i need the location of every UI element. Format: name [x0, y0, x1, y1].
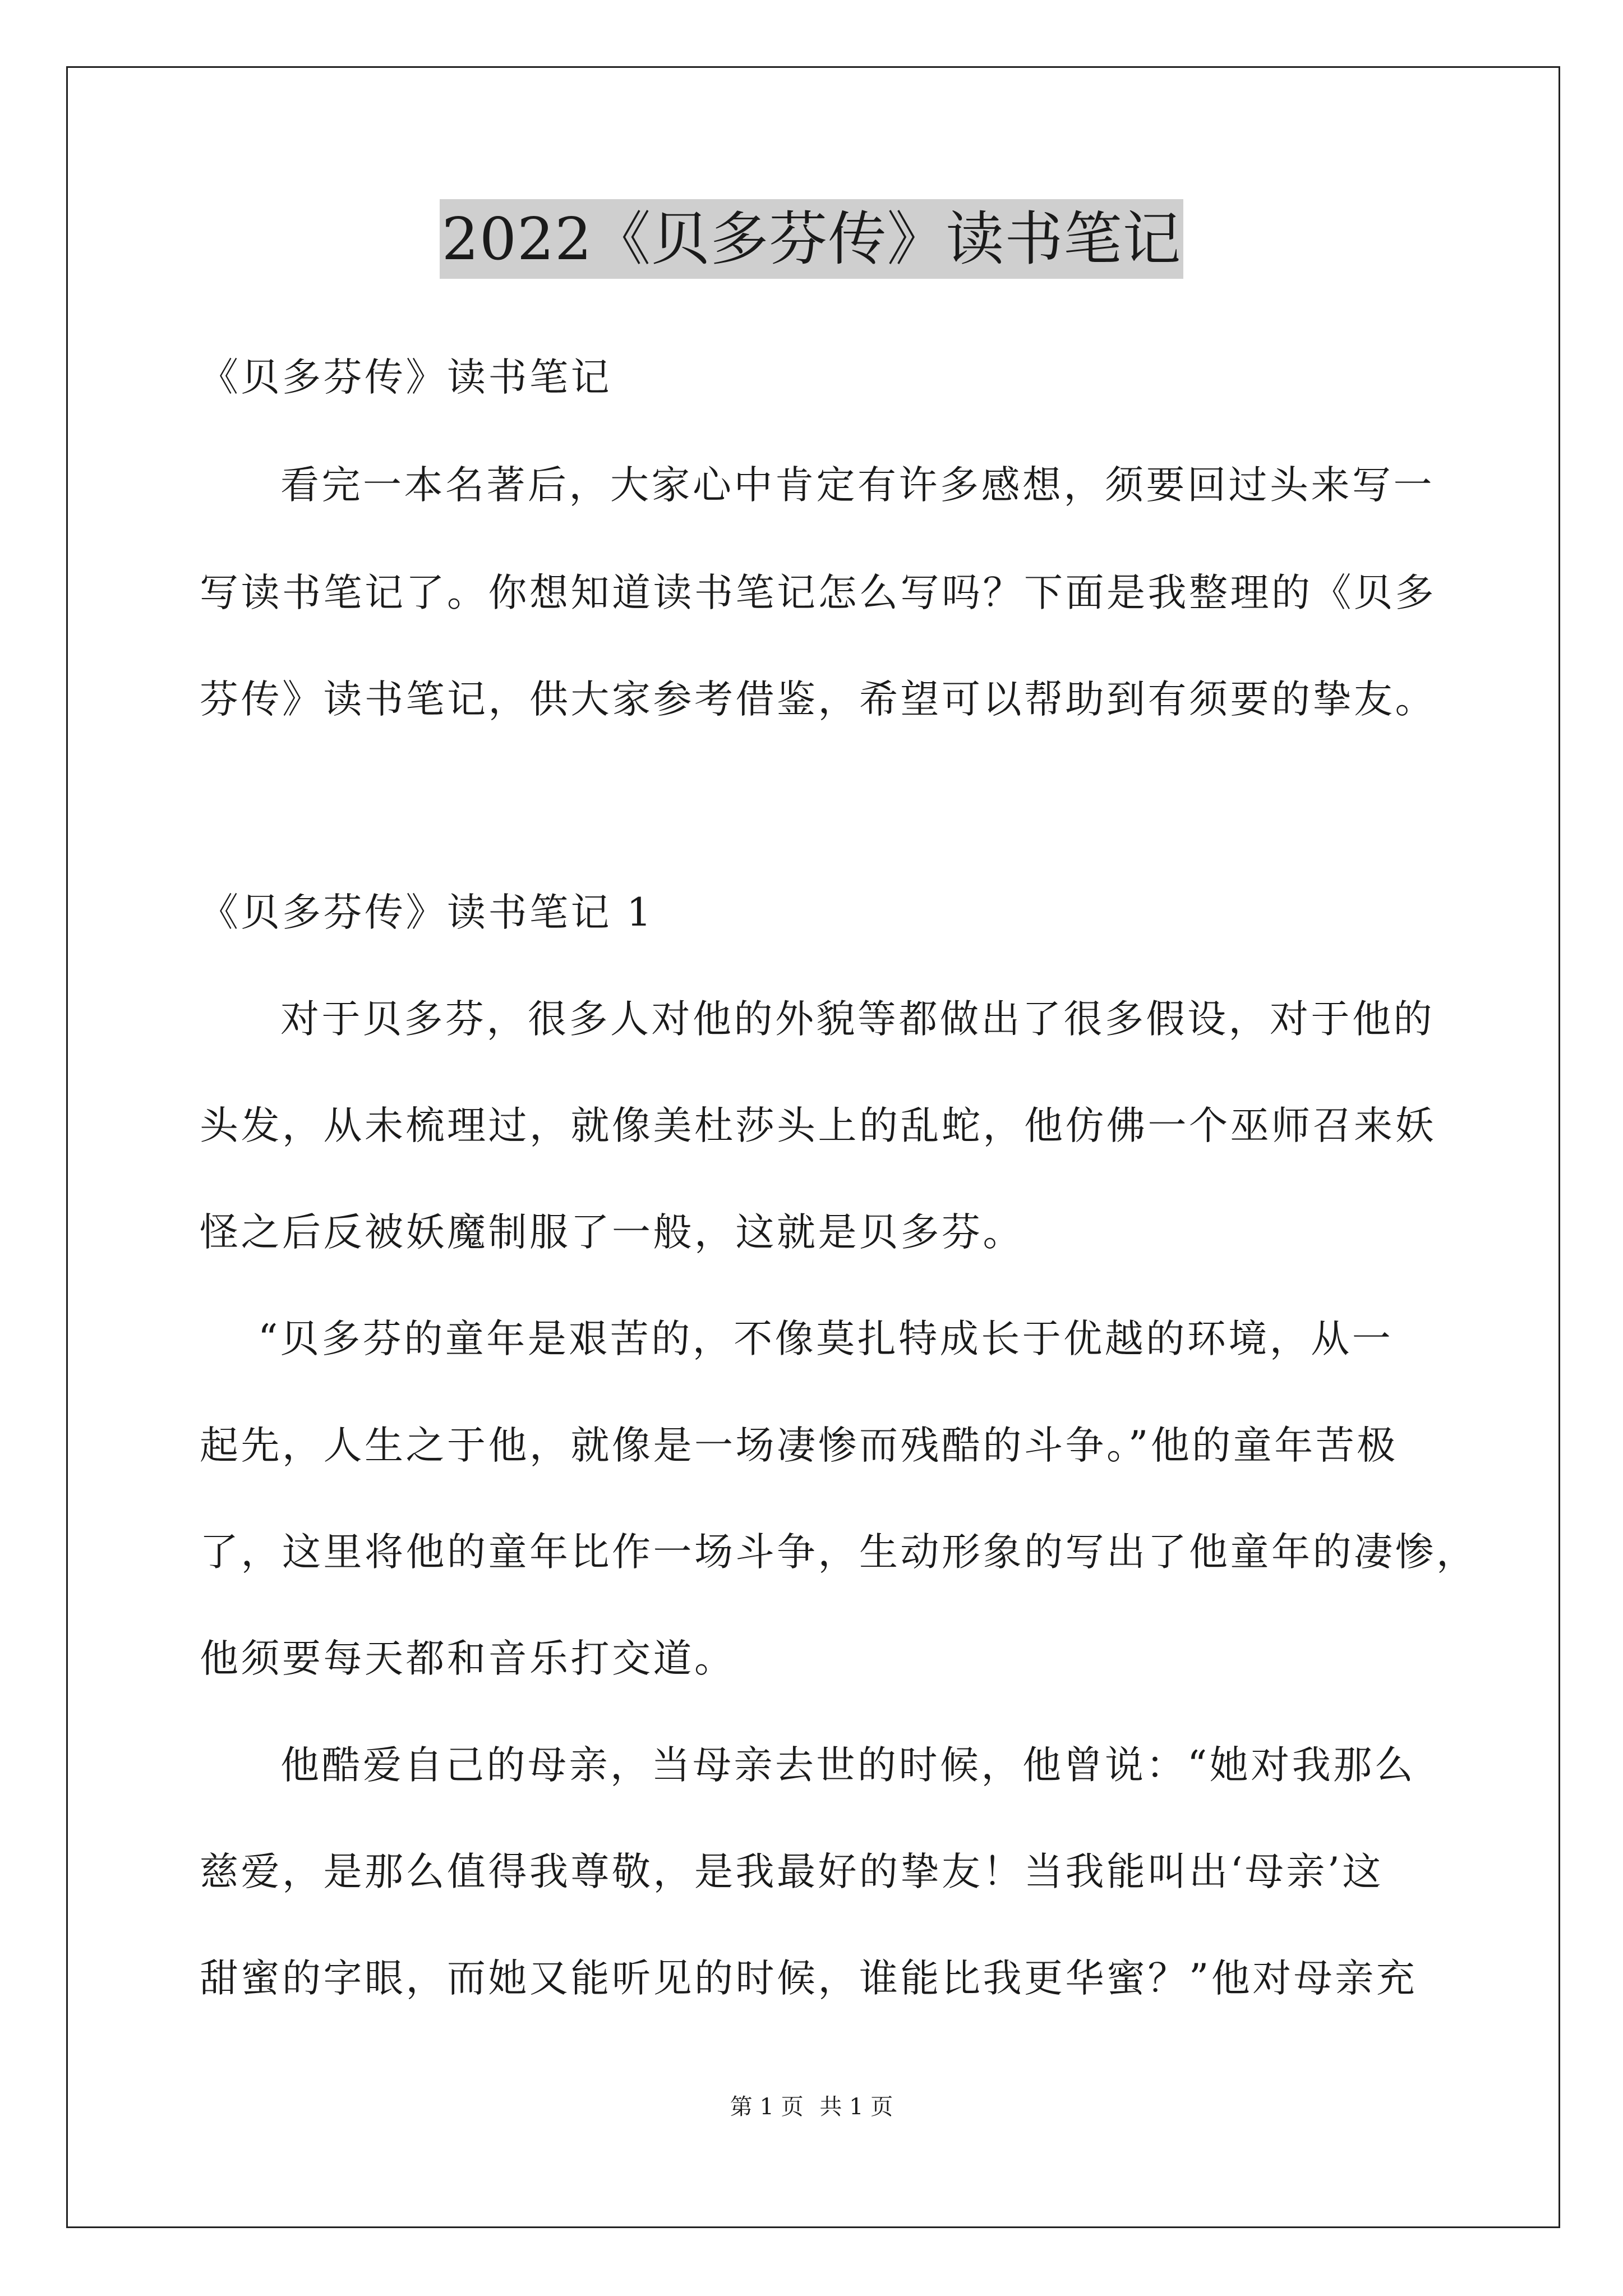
body-line: 了，这里将他的童年比作一场斗争，生动形象的写出了他童年的凄惨， — [200, 1530, 1478, 1575]
body-line: 他酷爱自己的母亲，当母亲去世的时候，他曾说：“她对我那么 — [280, 1743, 1416, 1788]
subtitle: 《贝多芬传》读书笔记 — [200, 355, 612, 400]
title-container — [0, 199, 1623, 279]
body-line: 怪之后反被妖魔制服了一般，这就是贝多芬。 — [200, 1210, 1024, 1255]
page-number: 第 1 页 — [730, 2094, 804, 2120]
body-line: 头发，从未梳理过，就像美杜莎头上的乱蛇，他仿佛一个巫师召来妖 — [200, 1103, 1436, 1148]
body-line: 起先，人生之于他，就像是一场凄惨而残酷的斗争。”他的童年苦极 — [200, 1423, 1398, 1468]
body-line: 甜蜜的字眼，而她又能听见的时候，谁能比我更华蜜？”他对母亲充 — [200, 1956, 1418, 2001]
page-footer — [0, 2091, 1623, 2123]
section-heading: 《贝多芬传》读书笔记 1 — [200, 890, 654, 935]
intro-line: 看完一本名著后，大家心中肯定有许多感想，须要回过头来写一 — [280, 463, 1435, 508]
intro-line: 写读书笔记了。你想知道读书笔记怎么写吗？下面是我整理的《贝多 — [200, 570, 1436, 615]
body-line: 慈爱，是那么值得我尊敬，是我最好的挚友！当我能叫出‘母亲’这 — [200, 1849, 1384, 1894]
document-title: 2022《贝多芬传》读书笔记 — [440, 199, 1184, 279]
intro-line: 芬传》读书笔记，供大家参考借鉴，希望可以帮助到有须要的挚友。 — [200, 677, 1436, 722]
body-line: 他须要每天都和音乐打交道。 — [200, 1636, 736, 1681]
body-line: “贝多芬的童年是艰苦的，不像莫扎特成长于优越的环境，从一 — [258, 1317, 1394, 1361]
body-line: 对于贝多芬，很多人对他的外貌等都做出了很多假设，对于他的 — [280, 997, 1435, 1042]
page-total: 共 1 页 — [819, 2094, 893, 2120]
